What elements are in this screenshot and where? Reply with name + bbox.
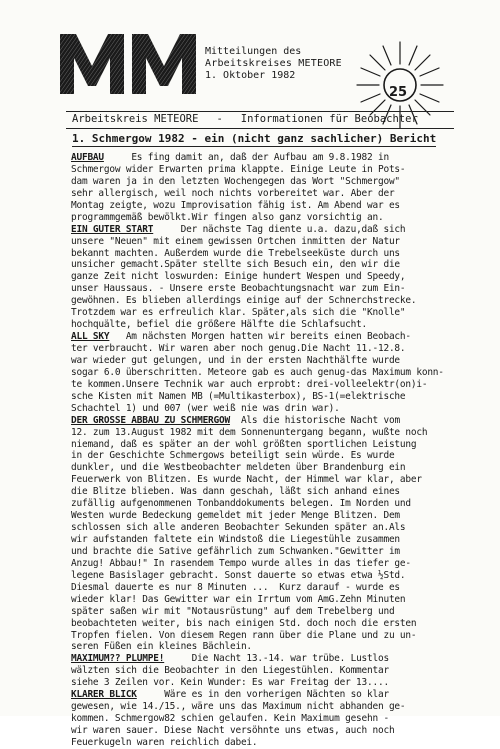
line-text: Feuerkugeln waren reichlich dabei. — [71, 736, 258, 748]
text-line — [71, 594, 469, 606]
line-text: Der nächste Tag diente u.a. dazu,daß sich — [153, 223, 406, 235]
text-line — [71, 343, 469, 355]
text-line — [71, 474, 469, 486]
text-line — [71, 713, 469, 725]
article-body — [71, 152, 469, 749]
line-text: Als die historische Nacht vom — [229, 414, 400, 426]
section-heading: DER GROSSE ABBAU ZU SCHMERGOW — [71, 414, 230, 426]
line-text: schlossen sich alle anderen Beobachter Sekunden später an.Als — [71, 522, 406, 534]
line-text: niemand, daß es später an der wohl größten sportlichen Leistung — [71, 438, 417, 450]
text-line — [71, 307, 469, 319]
text-line — [71, 259, 469, 271]
article-title: 1. Schmergow 1982 - ein (nicht ganz sachlicher) Bericht — [72, 132, 437, 145]
text-line — [71, 236, 469, 248]
text-line — [71, 653, 469, 665]
line-text: Montag zeigte, wozu Improvisation fähig ist. Am Abend war es — [71, 199, 400, 211]
section-heading: ALL SKY — [71, 331, 110, 343]
text-line — [71, 164, 469, 176]
text-line — [71, 355, 469, 367]
text-line — [71, 415, 469, 427]
line-text: dam waren ja in den letzten Wochengegen das Wort "Schmergow" — [71, 175, 400, 187]
text-line — [71, 391, 469, 403]
text-line — [71, 248, 469, 260]
line-text: war wieder gut gelungen, und in der ersten Nachthälfte wurde — [71, 354, 400, 366]
line-text: Wäre es in den vorherigen Nächten so klar — [136, 689, 389, 701]
line-text: Feuerwerk von Blitzen. Es wurde Nacht, der Himmel war klar, aber — [71, 474, 422, 486]
section-heading: AUFBAU — [71, 152, 104, 163]
text-line — [71, 677, 469, 689]
info-band — [72, 113, 418, 125]
masthead-date: 1. Oktober 1982 — [205, 70, 296, 81]
line-text: wir aufstanden faltete ein Windstoß die Liegestühle zusammen — [71, 534, 400, 545]
line-text: ter verbraucht. Wir waren aber noch genug.Die Nacht 11.-12.8. — [71, 343, 406, 354]
text-line — [71, 630, 469, 642]
text-line — [71, 427, 469, 439]
text-line — [71, 665, 469, 677]
line-text: wir waren sauer. Diese Nacht versöhnte uns etwas, auch noch — [71, 725, 395, 736]
text-line — [71, 403, 469, 415]
text-line — [71, 271, 469, 283]
text-line — [71, 486, 469, 498]
text-line — [71, 462, 469, 474]
line-text: unsicher gemacht.Später stellte sich Besuch ein, den wir die — [71, 259, 400, 271]
line-text: unsere "Neuen" mit einem gewissen Örtchen inmitten der Natur — [71, 235, 400, 247]
text-line — [71, 212, 469, 224]
text-line — [71, 319, 469, 331]
text-line — [71, 439, 469, 451]
text-line — [71, 498, 469, 510]
line-text: siehe 3 Zeilen vor. Kein Wunder: Es war Freitag der 13.... — [71, 677, 389, 689]
text-line — [71, 641, 469, 653]
line-text: wälzten sich die Beobachter in den Liegestühlen. Kommentar — [71, 665, 389, 677]
line-text: Am nächsten Morgen hatten wir bereits einen Beobach- — [109, 331, 411, 343]
line-text: und brachte die Sative gefährlich zum Schwanken."Gewitter im — [71, 545, 400, 557]
line-text: Schachtel 1) und 007 (wer weiß nie was drin war). — [71, 402, 340, 414]
line-text: in der Geschichte Schmergows beteiligt sein würde. Es wurde — [71, 450, 395, 462]
band-rule-top — [66, 111, 454, 112]
text-line — [71, 295, 469, 307]
text-line — [71, 176, 469, 188]
line-text: Westen wurde Bedeckung gemeldet mit jeder Menge Blitzen. Dem — [71, 510, 400, 522]
text-line — [71, 689, 469, 701]
section-heading: MAXIMUM?? PLUMPE! — [71, 653, 165, 665]
text-line — [71, 534, 469, 546]
text-line — [71, 510, 469, 522]
text-line — [71, 188, 469, 200]
text-line — [71, 570, 469, 582]
section-heading: EIN GUTER START — [71, 223, 154, 235]
line-text: dunkler, und die Westbeobachter meldeten über Brandenburg ein — [71, 462, 406, 474]
text-line — [71, 450, 469, 462]
line-text: Anzug! Abbau!" In rasendem Tempo wurde alles in das tiefer ge- — [71, 557, 411, 569]
band-rule-bottom — [66, 128, 454, 129]
line-text: hochquälte, befiel die größere Hälfte die Schlafsucht. — [71, 319, 368, 331]
line-text: Diesmal dauerte es nur 8 Minuten ... Kurz darauf - wurde es — [71, 581, 400, 593]
line-text: sehr allergisch, weil noch nichts vorbereitet war. Aber der — [71, 187, 395, 199]
line-text: sche Kisten mit Namen MB (=Multikasterbox), BS-1(=elektrische — [71, 390, 406, 402]
text-line — [71, 283, 469, 295]
text-line — [71, 224, 469, 236]
line-text: 12. zum 13.August 1982 mit dem Sonnenuntergang begann, wußte noch — [71, 426, 428, 438]
line-text: seren Füßen ein kleines Bächlein. — [71, 641, 252, 653]
line-text: die Blitze blieben. Was dann geschah, läßt sich anhand eines — [71, 486, 400, 498]
mm-logo — [58, 32, 200, 96]
masthead-organization: Arbeitskreises METEORE — [205, 58, 342, 69]
line-text: programmgemäß bewölkt.Wir fingen also ganz vorsichtig an. — [71, 211, 384, 223]
text-line — [71, 582, 469, 594]
masthead-text — [205, 46, 342, 82]
line-text: Die Nacht 13.-14. war trübe. Lustlos — [164, 653, 389, 665]
line-text: sogar 6.0 überschritten. Meteore gab es auch genug-das Maximum konn- — [71, 366, 444, 378]
line-text: wieder klar! Das Gewitter war ein Irrtum vom AmG.Zehn Minuten — [71, 593, 406, 605]
line-text: Es fing damit an, daß der Aufbau am 9.8.1982 in — [103, 152, 389, 163]
line-text: Tropfen fielen. Von diesem Regen rann über die Plane und zu un- — [71, 629, 417, 641]
line-text: ganze Zeit nicht loswurden: Einige hundert Wespen und Speedy, — [71, 271, 406, 283]
text-line — [71, 331, 469, 343]
line-text: zufällig aufgenommenen Tonbanddokuments belegen. Im Norden und — [71, 498, 411, 510]
line-text: Trotzdem war es erfreulich klar. Später,als sich die "Knolle" — [71, 307, 406, 319]
text-line — [71, 606, 469, 618]
text-line — [71, 379, 469, 391]
line-text: später saßen wir mit "Notausrüstung" auf dem Trebelberg und — [71, 605, 395, 617]
text-line — [71, 152, 469, 164]
line-text: te kommen.Unsere Technik war auch erprobt: drei-volleelektr(on)i- — [71, 378, 428, 390]
line-text: gewöhnen. Es blieben allerdings einige auf der Schnerchstrecke. — [71, 295, 417, 307]
masthead-title: Mitteilungen des — [205, 46, 302, 57]
line-text: legene Basislager gebracht. Sonst dauerte so etwas etwa ½Std. — [71, 569, 406, 581]
band-subtitle: Informationen für Beobachter — [240, 113, 418, 125]
text-line — [71, 200, 469, 212]
line-text: bekannt machten. Außerdem wurde die Trebelseeküste durch uns — [71, 247, 400, 259]
text-line — [71, 558, 469, 570]
line-text: kommen. Schmergow82 schien gelaufen. Kein Maximum gesehn - — [71, 713, 389, 725]
issue-number: 25 — [388, 85, 408, 100]
band-organization: Arbeitskreis METEORE — [72, 113, 199, 125]
text-line — [71, 737, 469, 749]
band-dash: - — [216, 113, 223, 125]
line-text: Schmergow wider Erwarten prima klappte. Einige Leute in Pots- — [71, 163, 406, 175]
text-line — [71, 701, 469, 713]
text-line — [71, 367, 469, 379]
text-line — [71, 522, 469, 534]
text-line — [71, 546, 469, 558]
text-line — [71, 725, 469, 737]
text-line — [71, 618, 469, 630]
section-heading: KLARER BLICK — [71, 689, 137, 701]
line-text: unser Haussaus. - Unsere erste Beobachtungsnacht war zum Ein- — [71, 283, 406, 295]
line-text: gewesen, wie 14./15., wäre uns das Maximum nicht abhanden ge- — [71, 701, 406, 713]
line-text: beobachteten weiter, bis nach einigen Std. doch noch die ersten — [71, 617, 417, 629]
